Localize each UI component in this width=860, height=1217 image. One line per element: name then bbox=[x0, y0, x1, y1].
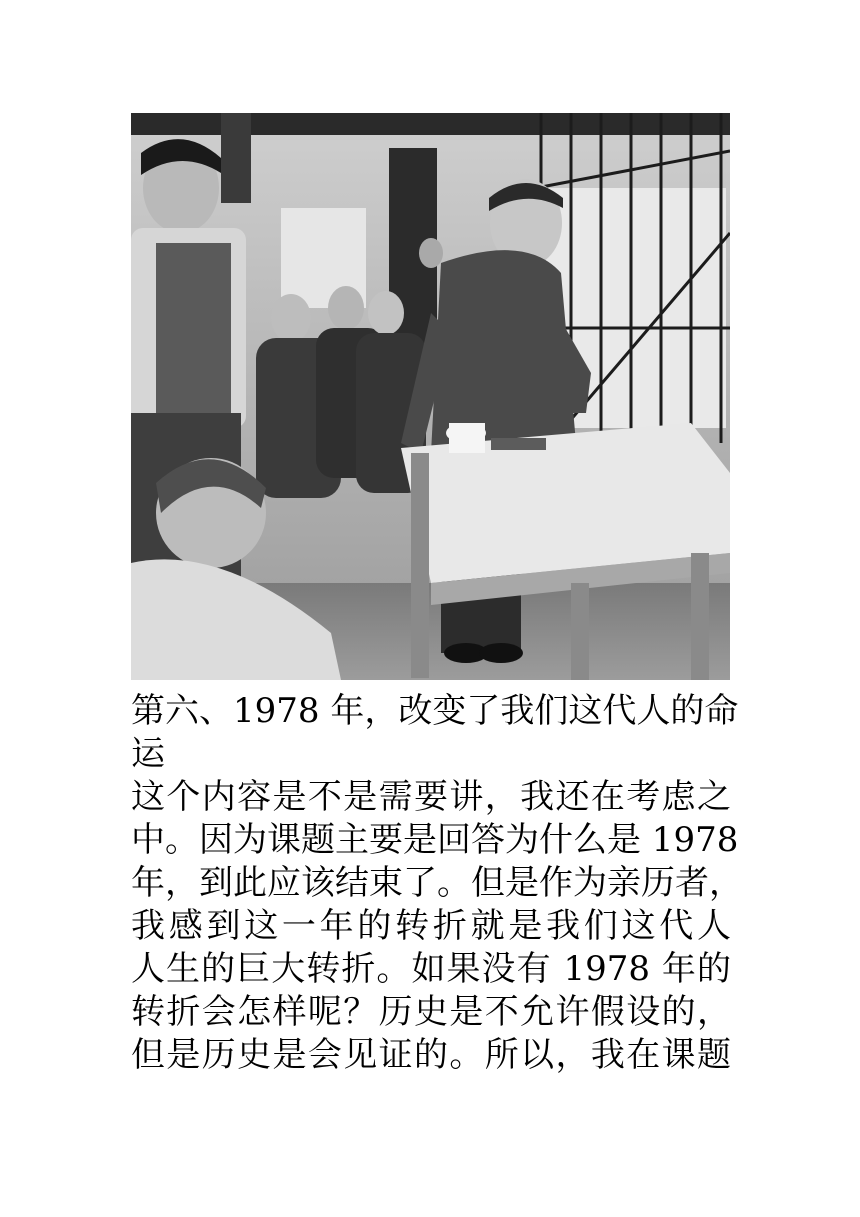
section-heading bbox=[131, 690, 739, 776]
body-line: 这个内容是不是需要讲，我还在考虑之 bbox=[131, 777, 731, 817]
body-line: 我感到这一年的转折就是我们这代人 bbox=[131, 906, 731, 946]
body-line: 中。因为课题主要是回答为什么是 1978 bbox=[131, 820, 739, 860]
body-paragraph bbox=[131, 776, 743, 1077]
photo-illustration bbox=[131, 113, 730, 680]
body-line: 转折会怎样呢？历史是不允许假设的， bbox=[131, 992, 731, 1032]
body-line: 年，到此应该结束了。但是作为亲历者， bbox=[131, 863, 743, 903]
article-text bbox=[131, 690, 743, 1077]
body-line: 但是历史是会见证的。所以，我在课题 bbox=[131, 1035, 731, 1075]
heading-line-2: 运 bbox=[131, 734, 165, 774]
historical-photo bbox=[131, 113, 730, 680]
body-line: 人生的巨大转折。如果没有 1978 年的 bbox=[131, 949, 731, 989]
heading-line-1: 第六、1978 年，改变了我们这代人的命 bbox=[131, 691, 739, 731]
